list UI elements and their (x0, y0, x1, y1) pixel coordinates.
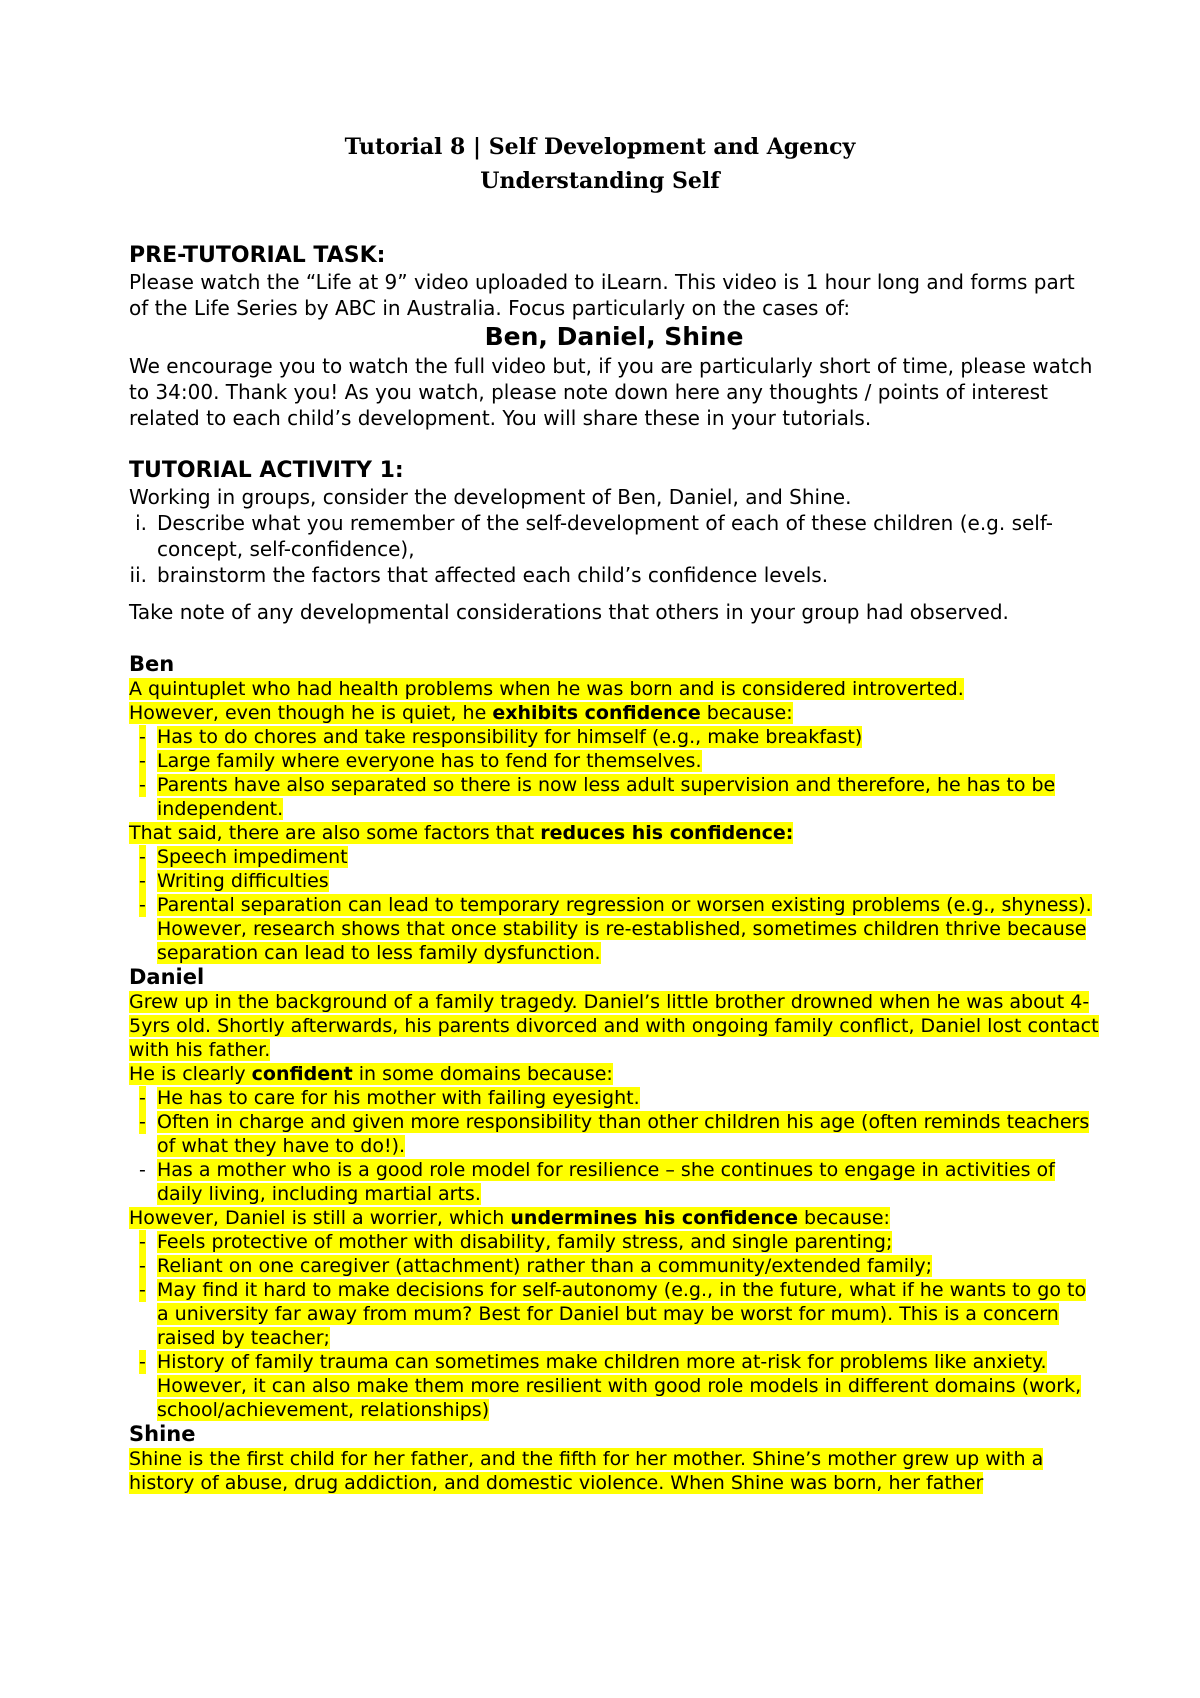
list-item: - Feels protective of mother with disability, family stress, and single parenting; (139, 1231, 893, 1253)
list-item-text: History of family trauma can sometimes make children more at-risk for problems like anxiety. However, it can also make them more resilient with good role models in different domains (work, school/achievement, relationships) (157, 1351, 1082, 1421)
list-item: - Often in charge and given more responsibility than other children his age (often reminds teachers of what they have to do!). (139, 1111, 1090, 1157)
list-item-text: Has to do chores and take responsibility for himself (e.g., make breakfast) (157, 726, 863, 748)
bold-run: reduces his confidence: (540, 822, 794, 844)
bold-run: confident (251, 1063, 353, 1085)
list-item: - History of family trauma can sometimes make children more at-risk for problems like anxiety. However, it can also make them more resilient with good role models in different domains (work, school/achievement, relationships) (139, 1351, 1082, 1421)
text-run: He is clearly (129, 1063, 252, 1085)
list-item: - He has to care for his mother with failing eyesight. (139, 1087, 640, 1109)
text-run: in some domains because: (352, 1063, 613, 1085)
pre-tutorial-body: We encourage you to watch the full video but, if you are particularly short of time, please watch to 34:00. Thank you! As you watch, please note down here any thoughts / points of interest related to each child’s development. You will share these in your tutorials. (129, 354, 1093, 430)
list-item-text: Writing difficulties (157, 870, 329, 892)
list-item: - Parents have also separated so there is now less adult supervision and therefore, he has to be independent. (139, 774, 1056, 820)
activity1-item (129, 510, 1099, 562)
activity1-note: Take note of any developmental considerations that others in your group had observed. (129, 600, 1009, 624)
list-item-text: Often in charge and given more responsibility than other children his age (often reminds teachers of what they have to do!). (157, 1111, 1090, 1157)
activity1-heading: TUTORIAL ACTIVITY 1: (129, 458, 404, 483)
bold-run: undermines his confidence (510, 1207, 799, 1229)
bold-run: exhibits confidence (492, 702, 701, 724)
text-run: However, Daniel is still a worrier, which (129, 1207, 511, 1229)
daniel-confidence-intro (129, 1063, 613, 1085)
list-item: - May find it hard to make decisions for self-autonomy (e.g., in the future, what if he wants to go to a university far away from mum? Best for Daniel but may be worst for mum). This is a concern raised by teacher; (139, 1279, 1087, 1349)
list-item: - Has a mother who is a good role model for resilience – she continues to engage in activities of daily living, including martial arts. (139, 1159, 1055, 1205)
list-item: - Parental separation can lead to temporary regression or worsen existing problems (e.g., shyness). However, research shows that once stability is re-established, sometimes children thrive because separation can lead to less family dysfunction. (139, 894, 1092, 964)
item-number: ii. (129, 563, 147, 587)
list-item-text: Feels protective of mother with disability, family stress, and single parenting; (157, 1231, 893, 1253)
case-shine (129, 1422, 1099, 1495)
ben-reduce-list (129, 845, 1099, 965)
daniel-summary: Grew up in the background of a family tragedy. Daniel’s little brother drowned when he was about 4-5yrs old. Shortly afterwards, his parents divorced and with ongoing family conflict, Daniel lost contact with his father. (129, 991, 1099, 1061)
case-heading-shine: Shine (129, 1422, 196, 1446)
list-item-text: Parents have also separated so there is now less adult supervision and therefore, he has to be independent. (157, 774, 1056, 820)
activity1-item (129, 562, 1099, 588)
item-number: i. (135, 511, 147, 535)
shine-summary: Shine is the first child for her father, and the fifth for her mother. Shine’s mother grew up with a history of abuse, drug addiction, and domestic violence. When Shine was born, her father (129, 1448, 1044, 1494)
list-item-text: Large family where everyone has to fend for themselves. (157, 750, 702, 772)
list-item: - Has to do chores and take responsibility for himself (e.g., make breakfast) (139, 726, 863, 748)
text-run: because: (798, 1207, 890, 1229)
pre-tutorial-heading: PRE-TUTORIAL TASK: (129, 243, 386, 268)
case-ben (129, 652, 1099, 965)
document-content (129, 243, 1099, 1495)
title-block (0, 130, 1200, 198)
item-text: Describe what you remember of the self-development of each of these children (e.g. self-concept, self-confidence), (157, 511, 1054, 561)
text-run: because: (700, 702, 793, 724)
list-item: - Reliant on one caregiver (attachment) rather than a community/extended family; (139, 1255, 933, 1277)
case-daniel (129, 965, 1099, 1422)
list-item-text: Reliant on one caregiver (attachment) rather than a community/extended family; (157, 1255, 933, 1277)
text-run: However, even though he is quiet, he (129, 702, 493, 724)
case-heading-ben: Ben (129, 652, 175, 676)
list-item-text: Parental separation can lead to temporary regression or worsen existing problems (e.g., shyness). However, research shows that once stability is re-established, sometimes children thrive because separation can lead to less family dysfunction. (157, 894, 1092, 964)
list-item-text: Speech impediment (157, 846, 348, 868)
list-item: - Writing difficulties (139, 870, 329, 892)
text-run: That said, there are also some factors that (129, 822, 541, 844)
document-title: Tutorial 8 | Self Development and Agency (344, 134, 856, 160)
case-names: Ben, Daniel, Shine (484, 322, 744, 351)
list-item-text: May find it hard to make decisions for self-autonomy (e.g., in the future, what if he wants to go to a university far away from mum? Best for Daniel but may be worst for mum). This is a concern raised by teacher; (157, 1279, 1087, 1349)
list-item: - Large family where everyone has to fend for themselves. (139, 750, 702, 772)
activity1-intro: Working in groups, consider the development of Ben, Daniel, and Shine. (129, 485, 852, 509)
daniel-confidence-list (129, 1086, 1099, 1206)
activity1-list (129, 510, 1099, 588)
daniel-undermine-intro (129, 1207, 890, 1229)
list-item-text: Has a mother who is a good role model for resilience – she continues to engage in activities of daily living, including martial arts. (157, 1159, 1055, 1205)
daniel-undermine-list (129, 1230, 1099, 1422)
list-item: - Speech impediment (139, 846, 348, 868)
list-item-text: He has to care for his mother with failing eyesight. (157, 1087, 640, 1109)
ben-summary: A quintuplet who had health problems when he was born and is considered introverted. (129, 678, 964, 700)
ben-reduce-intro (129, 822, 793, 844)
item-text: brainstorm the factors that affected each child’s confidence levels. (157, 563, 829, 587)
ben-confidence-intro (129, 702, 793, 724)
case-heading-daniel: Daniel (129, 965, 205, 989)
ben-confidence-list (129, 725, 1099, 821)
document-subtitle: Understanding Self (480, 168, 720, 194)
pre-tutorial-intro: Please watch the “Life at 9” video uploaded to iLearn. This video is 1 hour long and forms part of the Life Series by ABC in Australia. Focus particularly on the cases of: (129, 270, 1075, 320)
